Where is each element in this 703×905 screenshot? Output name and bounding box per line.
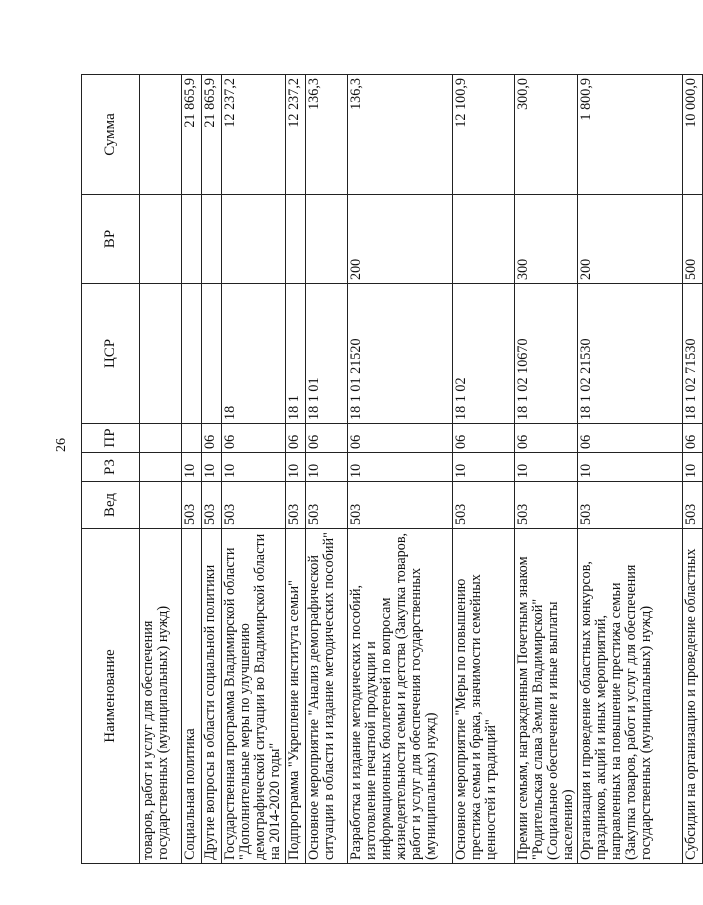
row-pr: 06 — [515, 424, 578, 453]
row-vr: 300 — [515, 195, 578, 284]
row-pr: 06 — [286, 424, 306, 453]
row-rz: 10 — [286, 453, 306, 482]
row-csr: 18 1 — [286, 284, 306, 424]
header-name: Наименование — [82, 529, 140, 864]
row-ved: 503 — [578, 482, 683, 529]
header-pr: ПР — [82, 424, 140, 453]
row-csr — [140, 284, 182, 424]
row-csr: 18 1 02 10670 — [515, 284, 578, 424]
row-sum: 12 100,9 — [453, 75, 515, 195]
page-number: 26 — [54, 438, 69, 452]
row-name: Государственная программа Владимирской области "Дополнительные меры по улучшению демографической ситуации во Владимирской области на 2014-2020 годы" — [222, 529, 286, 864]
row-pr: 06 — [202, 424, 222, 453]
row-ved — [140, 482, 182, 529]
row-sum: 12 237,2 — [286, 75, 306, 195]
row-sum: 10 000,0 — [683, 75, 703, 195]
row-csr: 18 1 02 71530 — [683, 284, 703, 424]
row-vr — [286, 195, 306, 284]
header-rz: РЗ — [82, 453, 140, 482]
budget-table — [81, 74, 703, 864]
budget-table-container — [81, 75, 699, 864]
row-vr — [453, 195, 515, 284]
table-row — [453, 75, 515, 864]
row-sum: 21 865,9 — [182, 75, 202, 195]
row-vr — [182, 195, 202, 284]
row-csr: 18 1 01 21520 — [348, 284, 453, 424]
row-csr: 18 1 02 — [453, 284, 515, 424]
row-vr: 500 — [683, 195, 703, 284]
header-vr: ВР — [82, 195, 140, 284]
table-row — [140, 75, 182, 864]
row-pr: 06 — [683, 424, 703, 453]
row-ved: 503 — [683, 482, 703, 529]
row-rz: 10 — [578, 453, 683, 482]
header-ved: Вед — [82, 482, 140, 529]
row-name: Организация и проведение областных конкурсов, праздников, акций и иных мероприятий, направленных на повышение престижа семьи (Закупка товаров, работ и услуг для обеспечения государственных (муниципальных) нужд) — [578, 529, 683, 864]
row-sum: 136,3 — [348, 75, 453, 195]
row-name: Другие вопросы в области социальной политики — [202, 529, 222, 864]
row-sum — [140, 75, 182, 195]
row-rz: 10 — [182, 453, 202, 482]
table-row — [515, 75, 578, 864]
row-csr: 18 — [222, 284, 286, 424]
row-ved: 503 — [453, 482, 515, 529]
table-row — [348, 75, 453, 864]
table-row — [202, 75, 222, 864]
row-name: Подпрограмма "Укрепление института семьи" — [286, 529, 306, 864]
row-rz: 10 — [306, 453, 348, 482]
row-pr: 06 — [453, 424, 515, 453]
row-pr — [182, 424, 202, 453]
row-sum: 21 865,9 — [202, 75, 222, 195]
row-csr: 18 1 02 21530 — [578, 284, 683, 424]
row-ved: 503 — [515, 482, 578, 529]
row-name: Социальная политика — [182, 529, 202, 864]
row-rz: 10 — [453, 453, 515, 482]
row-pr — [140, 424, 182, 453]
row-ved: 503 — [202, 482, 222, 529]
row-pr: 06 — [306, 424, 348, 453]
row-csr — [202, 284, 222, 424]
row-name: Основное мероприятие "Меры по повышению престижа семьи и брака, значимости семейных ценностей и традиций" — [453, 529, 515, 864]
row-vr — [306, 195, 348, 284]
row-name: товаров, работ и услуг для обеспечения государственных (муниципальных) нужд) — [140, 529, 182, 864]
row-name: Премии семьям, награжденным Почетным знаком "Родительская слава Земли Владимирской" (Социальное обеспечение и иные выплаты населению) — [515, 529, 578, 864]
row-sum: 300,0 — [515, 75, 578, 195]
row-rz: 10 — [515, 453, 578, 482]
row-vr — [140, 195, 182, 284]
row-pr: 06 — [578, 424, 683, 453]
row-name: Разработка и издание методических пособий, изготовление печатной продукции и информационных бюллетеней по вопросам жизнедеятельности семьи и детства (Закупка товаров, работ и услуг для обеспечения государственных (муниципальных) нужд) — [348, 529, 453, 864]
row-rz: 10 — [683, 453, 703, 482]
table-row — [286, 75, 306, 864]
row-pr: 06 — [348, 424, 453, 453]
row-ved: 503 — [348, 482, 453, 529]
table-row — [683, 75, 703, 864]
header-sum: Сумма — [82, 75, 140, 195]
header-row — [82, 75, 140, 864]
header-csr: ЦСР — [82, 284, 140, 424]
row-pr: 06 — [222, 424, 286, 453]
row-ved: 503 — [306, 482, 348, 529]
row-vr — [222, 195, 286, 284]
row-csr — [182, 284, 202, 424]
row-rz: 10 — [222, 453, 286, 482]
row-rz: 10 — [202, 453, 222, 482]
row-sum: 12 237,2 — [222, 75, 286, 195]
row-sum: 1 800,9 — [578, 75, 683, 195]
row-name: Субсидии на организацию и проведение областных — [683, 529, 703, 864]
row-vr — [202, 195, 222, 284]
row-ved: 503 — [222, 482, 286, 529]
row-sum: 136,3 — [306, 75, 348, 195]
row-ved: 503 — [286, 482, 306, 529]
table-row — [306, 75, 348, 864]
row-vr: 200 — [348, 195, 453, 284]
row-ved: 503 — [182, 482, 202, 529]
table-row — [222, 75, 286, 864]
table-row — [182, 75, 202, 864]
row-rz: 10 — [348, 453, 453, 482]
row-vr: 200 — [578, 195, 683, 284]
row-csr: 18 1 01 — [306, 284, 348, 424]
row-name: Основное мероприятие "Анализ демографической ситуации в области и издание методических пособий" — [306, 529, 348, 864]
row-rz — [140, 453, 182, 482]
table-row — [578, 75, 683, 864]
